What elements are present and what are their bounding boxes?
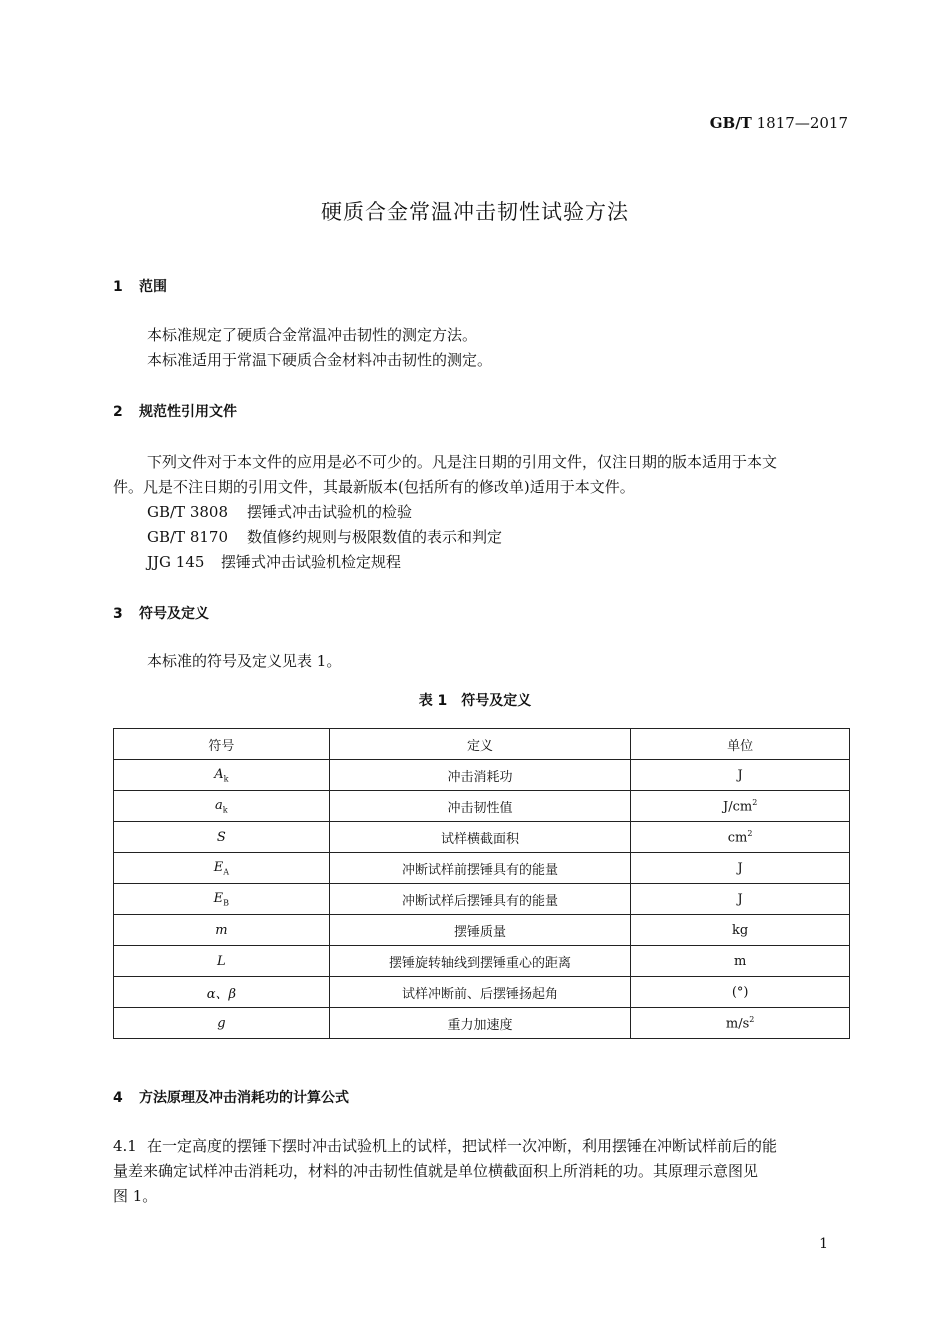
unit-cell — [631, 915, 850, 946]
definition-cell: 冲断试样前摆锤具有的能量 — [329, 853, 631, 884]
symbol: S — [216, 829, 226, 845]
reference-name: 摆锤式冲击试验机的检验 — [247, 503, 413, 521]
definition-cell: 试样横截面积 — [329, 822, 631, 853]
table-caption: 表 1 符号及定义 — [418, 693, 532, 709]
unit-superscript: 2 — [749, 1014, 755, 1024]
standard-code — [710, 114, 848, 132]
symbol-cell — [114, 946, 330, 977]
paragraph: 本标准适用于常温下硬质合金材料冲击韧性的测定。 — [147, 351, 493, 369]
symbol: g — [217, 1015, 226, 1031]
reference-item — [147, 501, 412, 522]
definition-cell: 摆锤旋转轴线到摆锤重心的距离 — [329, 946, 631, 977]
section-number: 4 — [113, 1090, 123, 1106]
paragraph-line: 图 1。 — [113, 1187, 158, 1205]
unit-superscript: 2 — [752, 797, 758, 807]
paragraph-line: 下列文件对于本文件的应用是必不可少的。凡是注日期的引用文件，仅注日期的版本适用于本文 — [147, 453, 778, 471]
symbol: A — [214, 766, 224, 782]
unit: J — [737, 891, 743, 907]
symbol-cell — [114, 791, 330, 822]
section-title: 规范性引用文件 — [139, 404, 237, 420]
section-title: 方法原理及冲击消耗功的计算公式 — [139, 1090, 349, 1106]
symbol-cell — [114, 915, 330, 946]
unit-cell — [631, 884, 850, 915]
table-row — [114, 822, 850, 853]
column-header-definition: 定义 — [329, 729, 631, 760]
unit: m/s — [725, 1016, 750, 1032]
symbol-subscript: k — [223, 774, 229, 784]
symbol-cell — [114, 760, 330, 791]
paragraph-line — [113, 1134, 849, 1159]
unit-cell — [631, 791, 850, 822]
section-title: 符号及定义 — [139, 606, 209, 622]
unit: J — [737, 767, 743, 783]
section-4-heading — [113, 1087, 349, 1107]
paragraph: 本标准的符号及定义见表 1。 — [147, 652, 342, 670]
section-2-body — [113, 450, 849, 500]
table-header-row — [114, 729, 850, 760]
section-3-heading — [113, 603, 209, 623]
paragraph-line: 件。凡是不注日期的引用文件，其最新版本(包括所有的修改单)适用于本文件。 — [113, 478, 635, 496]
section-1-body — [113, 323, 849, 373]
paragraph-line: 量差来确定试样冲击消耗功，材料的冲击韧性值就是单位横截面积上所消耗的功。其原理示意图见 — [113, 1162, 759, 1180]
unit-cell — [631, 853, 850, 884]
section-title: 范围 — [139, 279, 167, 295]
table-row — [114, 853, 850, 884]
section-3-body — [113, 649, 849, 674]
table-row — [114, 884, 850, 915]
symbol: m — [215, 922, 228, 938]
unit-cell — [631, 822, 850, 853]
table-row — [114, 1008, 850, 1039]
unit: m — [733, 953, 747, 969]
unit-cell — [631, 1008, 850, 1039]
table-row — [114, 760, 850, 791]
reference-item — [147, 551, 401, 572]
unit-superscript: 2 — [747, 828, 753, 838]
reference-item — [147, 526, 502, 547]
standard-prefix: GB/T — [709, 114, 752, 132]
reference-code: GB/T 3808 — [147, 503, 229, 521]
definition-cell: 冲击韧性值 — [329, 791, 631, 822]
paragraph-text: 在一定高度的摆锤下摆时冲击试验机上的试样，把试样一次冲断，利用摆锤在冲断试样前后的能 — [147, 1137, 778, 1155]
reference-name: 摆锤式冲击试验机检定规程 — [221, 553, 402, 571]
page-number: 1 — [819, 1236, 828, 1252]
reference-code: JJG 145 — [147, 553, 205, 571]
symbol: E — [213, 859, 224, 875]
unit: (°) — [731, 984, 749, 1000]
reference-code: GB/T 8170 — [147, 528, 229, 546]
unit-cell — [631, 977, 850, 1008]
section-number: 2 — [113, 404, 123, 420]
symbol: E — [213, 890, 224, 906]
symbol: L — [217, 953, 226, 969]
unit-cell — [631, 760, 850, 791]
table-row — [114, 977, 850, 1008]
definition-cell: 冲断试样后摆锤具有的能量 — [329, 884, 631, 915]
standard-number: 1817—2017 — [756, 114, 848, 132]
symbol: a — [215, 797, 223, 813]
symbol-subscript: B — [223, 898, 230, 908]
table-row — [114, 946, 850, 977]
unit: J/cm — [722, 799, 753, 815]
definition-cell: 摆锤质量 — [329, 915, 631, 946]
column-header-symbol: 符号 — [114, 729, 330, 760]
unit-cell — [631, 946, 850, 977]
section-1-heading — [113, 276, 167, 296]
definition-cell: 冲击消耗功 — [329, 760, 631, 791]
clause-number: 4.1 — [113, 1137, 137, 1155]
table-body — [114, 760, 850, 1039]
definition-cell: 重力加速度 — [329, 1008, 631, 1039]
table-row — [114, 915, 850, 946]
symbol-cell — [114, 977, 330, 1008]
definition-cell: 试样冲断前、后摆锤扬起角 — [329, 977, 631, 1008]
symbol-cell — [114, 822, 330, 853]
symbol: α、β — [206, 986, 236, 1002]
symbols-table — [113, 728, 850, 1039]
table-row — [114, 791, 850, 822]
symbol-cell — [114, 853, 330, 884]
paragraph: 本标准规定了硬质合金常温冲击韧性的测定方法。 — [147, 326, 478, 344]
unit: cm — [727, 830, 748, 846]
reference-name: 数值修约规则与极限数值的表示和判定 — [247, 528, 503, 546]
section-4-body — [113, 1134, 849, 1209]
section-2-heading — [113, 401, 237, 421]
unit: kg — [732, 922, 749, 938]
symbol-cell — [114, 1008, 330, 1039]
symbol-cell — [114, 884, 330, 915]
symbol-subscript: A — [223, 867, 229, 877]
symbol-subscript: k — [222, 805, 228, 815]
section-number: 1 — [113, 279, 123, 295]
section-number: 3 — [113, 606, 123, 622]
column-header-unit: 单位 — [631, 729, 850, 760]
unit: J — [737, 860, 743, 876]
document-title: 硬质合金常温冲击韧性试验方法 — [321, 200, 629, 224]
